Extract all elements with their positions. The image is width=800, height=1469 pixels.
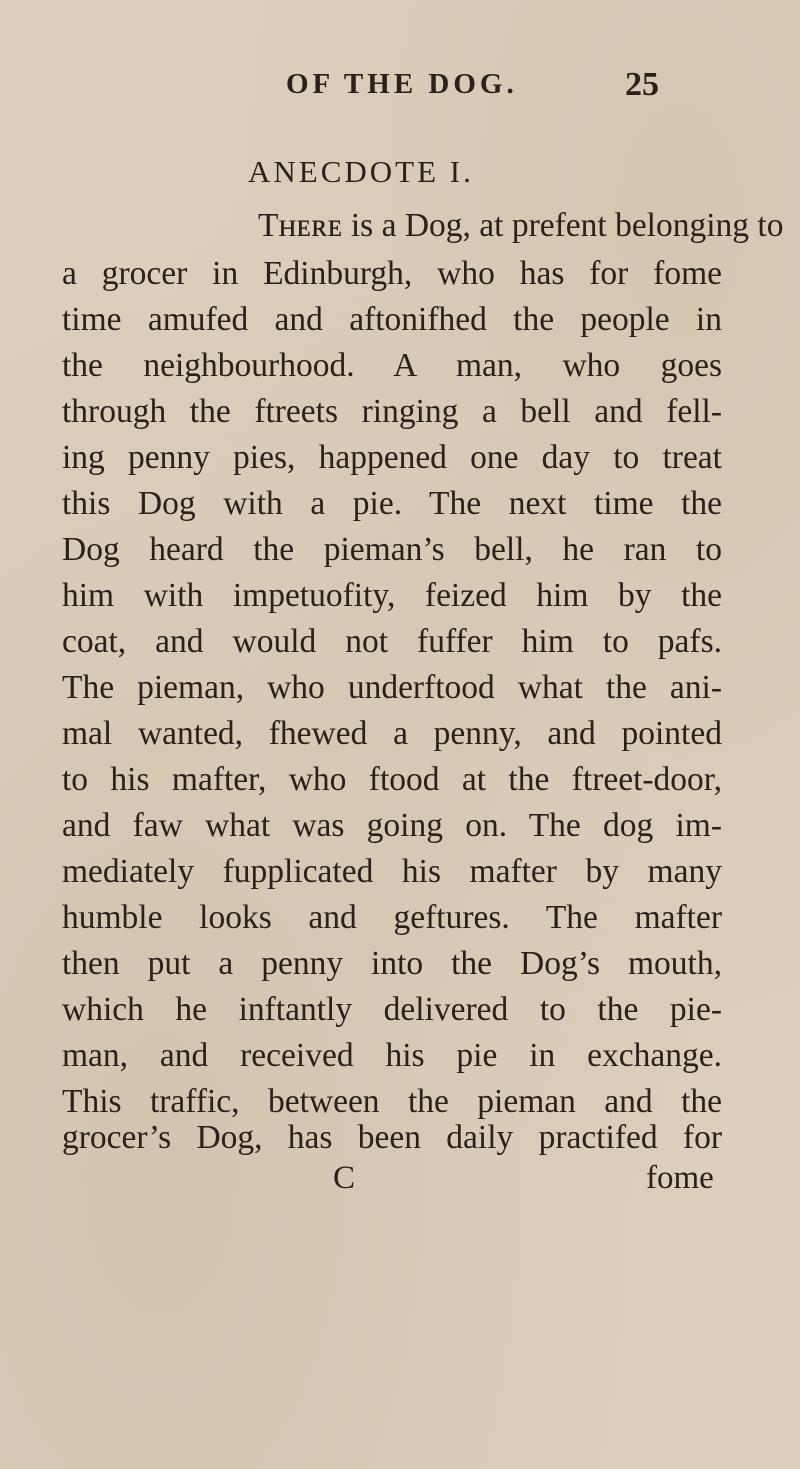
text-line: to his mafter, who ftood at the ftreet-door,	[62, 761, 722, 798]
text-line: then put a penny into the Dog’s mouth,	[62, 945, 722, 982]
text-line: which he inftantly delivered to the pie-	[62, 991, 722, 1028]
text-line: through the ftreets ringing a bell and fell-	[62, 393, 722, 430]
text-line: this Dog with a pie. The next time the	[62, 485, 722, 522]
anecdote-heading: ANECDOTE I.	[248, 154, 474, 189]
text-line: ing penny pies, happened one day to treat	[62, 439, 722, 476]
page-footer	[0, 1160, 800, 1210]
text-line: The pieman, who underftood what the ani-	[62, 669, 722, 706]
text-line: Tʜᴇʀᴇ is a Dog, at prefent belonging to	[258, 207, 784, 244]
text-line: mediately fupplicated his mafter by many	[62, 853, 722, 890]
text-line: the neighbourhood. A man, who goes	[62, 347, 722, 384]
text-line: Dog heard the pieman’s bell, he ran to	[62, 531, 722, 568]
text-line: grocer’s Dog, has been daily practifed for	[62, 1119, 722, 1156]
signature-mark: C	[333, 1160, 356, 1196]
text-line: and faw what was going on. The dog im-	[62, 807, 722, 844]
running-head	[0, 66, 800, 116]
text-line: humble looks and geftures. The mafter	[62, 899, 722, 936]
page-number: 25	[625, 66, 659, 103]
text-line: him with impetuofity, feized him by the	[62, 577, 722, 614]
catchword: fome	[646, 1160, 714, 1196]
text-line: man, and received his pie in exchange.	[62, 1037, 722, 1074]
text-line: a grocer in Edinburgh, who has for fome	[62, 255, 722, 292]
text-line: mal wanted, fhewed a penny, and pointed	[62, 715, 722, 752]
running-title: OF THE DOG.	[286, 68, 518, 100]
text-line: coat, and would not fuffer him to pafs.	[62, 623, 722, 660]
text-line: time amufed and aftonifhed the people in	[62, 301, 722, 338]
text-line: This traffic, between the pieman and the	[62, 1083, 722, 1120]
